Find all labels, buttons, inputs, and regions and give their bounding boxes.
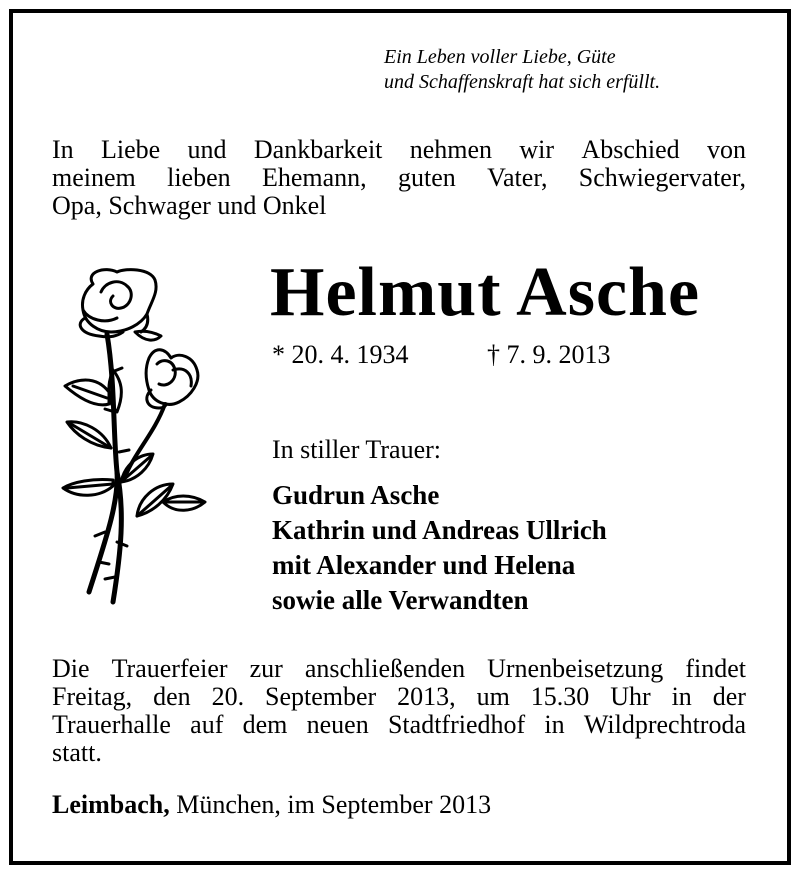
life-dates [272,340,611,370]
intro-line-3: Opa, Schwager und Onkel [52,191,327,220]
place-rest: München, im September 2013 [169,790,492,819]
mourners-list [272,478,607,618]
word: Trauerfeier [111,654,228,683]
word: anschließenden [304,654,466,683]
word: guten [398,163,456,192]
word: und [187,135,227,164]
word: Vater, [487,163,548,192]
word: den [153,682,191,711]
motto-line-1: Ein Leben voller Liebe, Güte [384,46,616,68]
mourner-line: mit Alexander und Helena [272,550,576,580]
service-line-4: statt. [52,738,102,767]
word: wir [519,135,555,164]
word: Liebe [101,135,161,164]
word: zur [249,654,283,683]
word: Ehemann, [261,163,367,192]
word: findet [685,654,746,683]
word: 20. [211,682,245,711]
word: Dankbarkeit [253,135,383,164]
word: auf [190,710,224,739]
word: Uhr [610,682,651,711]
word: 2013, [397,682,456,711]
service-line-1 [52,655,746,683]
word: Freitag, [52,682,133,711]
word: von [706,135,746,164]
deceased-name: Helmut Asche [270,254,701,331]
word: Schwiegervater, [578,163,746,192]
word: Abschied [581,135,680,164]
word: neuen [306,710,369,739]
word: meinem [52,163,136,192]
rose-icon [55,262,215,607]
word: dem [242,710,288,739]
word: Urnenbeisetzung [487,654,664,683]
word: September [265,682,377,711]
service-line-2 [52,683,746,711]
service-text [52,655,746,767]
mourning-label: In stiller Trauer: [272,435,441,464]
intro-line-1 [52,136,746,164]
intro-text [52,136,746,220]
mourner-line: Kathrin und Andreas Ullrich [272,515,607,545]
motto [384,45,754,95]
intro-line-2 [52,164,746,192]
service-line-3 [52,711,746,739]
word: Stadtfriedhof [387,710,526,739]
word: In [52,135,74,164]
word: um [476,682,510,711]
word: in [671,682,692,711]
word: lieben [167,163,231,192]
mourner-line: Gudrun Asche [272,480,440,510]
word: 15.30 [530,682,590,711]
place-date-line [52,790,491,820]
word: Die [52,654,90,683]
word: der [712,682,746,711]
place-town: Leimbach, [52,790,170,819]
word: Wildprechtroda [583,710,746,739]
mourner-line: sowie alle Verwandten [272,585,529,615]
word: nehmen [409,135,493,164]
word: Trauerhalle [52,710,171,739]
birth-date: * 20. 4. 1934 [272,340,409,369]
death-date: † 7. 9. 2013 [487,340,611,369]
word: in [544,710,565,739]
motto-line-2: und Schaffenskraft hat sich erfüllt. [384,71,661,93]
